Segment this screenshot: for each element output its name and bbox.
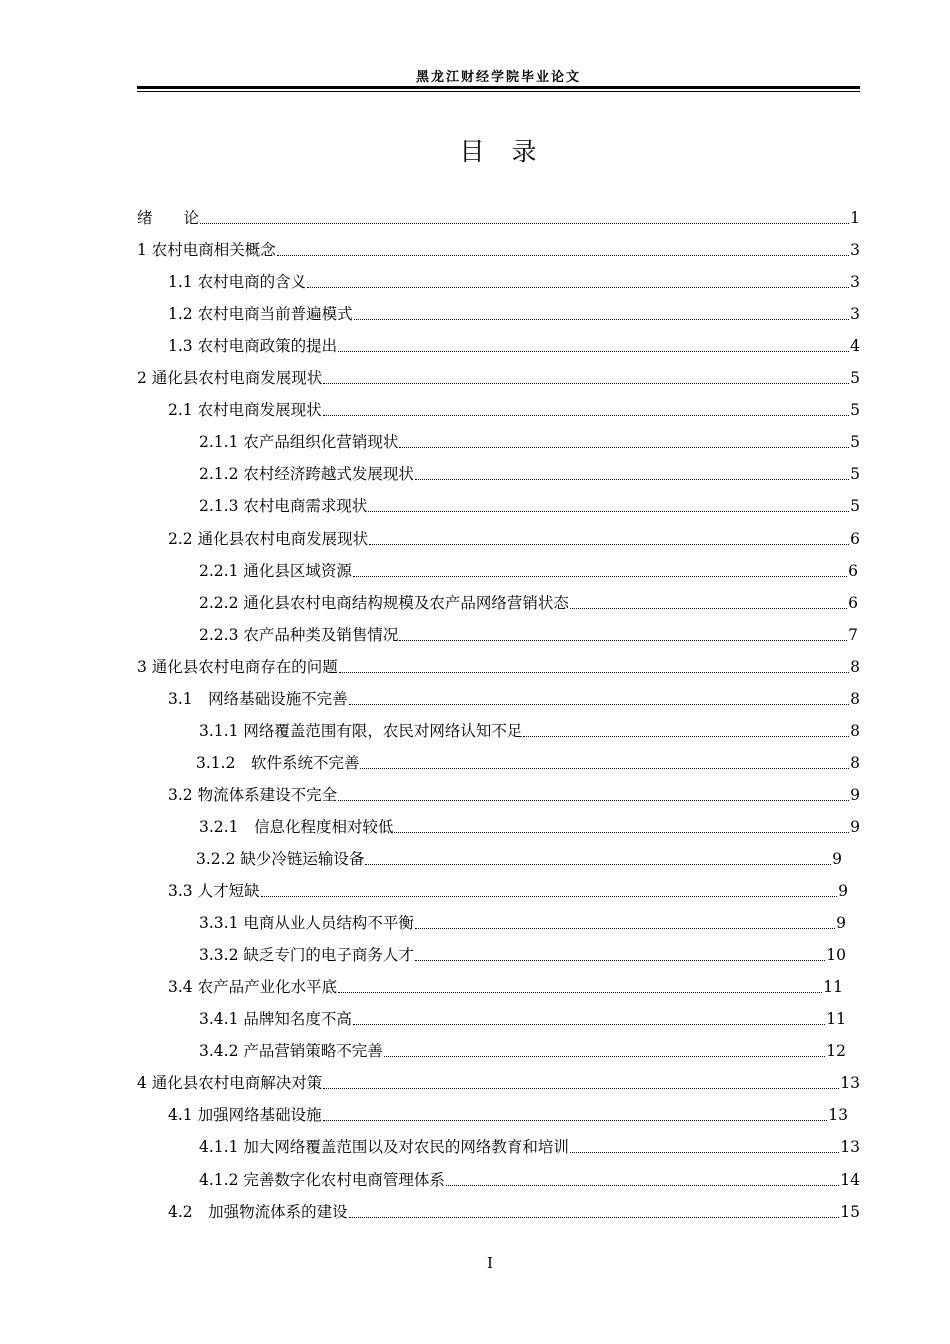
toc-entry-label: 4.1.1 加大网络覆盖范围以及对农民的网络教育和培训 — [199, 1138, 569, 1157]
toc-entry[interactable] — [199, 558, 858, 582]
toc-entry[interactable] — [137, 365, 860, 389]
toc-dot-leader — [415, 928, 835, 929]
toc-entry-label: 3.1 网络基础设施不完善 — [168, 689, 348, 708]
toc-entry-label: 3.2 物流体系建设不完全 — [168, 785, 338, 804]
toc-entry-label: 2.1.1 农产品组织化营销现状 — [199, 433, 399, 452]
toc-dot-leader — [338, 992, 822, 993]
toc-dot-leader — [360, 768, 849, 769]
toc-dot-leader — [307, 287, 849, 288]
toc-entry-page: 6 — [850, 529, 860, 548]
toc-entry-page: 1 — [850, 209, 860, 227]
toc-entry-page: 9 — [850, 785, 860, 804]
toc-entry-label: 2 通化县农村电商发展现状 — [137, 369, 323, 388]
toc-dot-leader — [368, 511, 849, 512]
toc-entry-label: 3.1.2 软件系统不完善 — [196, 753, 360, 772]
toc-entry[interactable] — [199, 493, 860, 517]
toc-dot-leader — [338, 351, 849, 352]
toc-entry[interactable] — [168, 686, 860, 710]
toc-entry-label: 4.1 加强网络基础设施 — [168, 1106, 322, 1125]
toc-entry[interactable] — [168, 397, 860, 421]
toc-dot-leader — [365, 864, 831, 865]
toc-entry-label: 绪 论 — [137, 209, 200, 227]
toc-dot-leader — [323, 1120, 828, 1121]
toc-entry-page: 6 — [848, 593, 858, 612]
toc-dot-leader — [415, 479, 849, 480]
page-title: 目 录 — [459, 137, 538, 166]
toc-entry-label: 3 通化县农村电商存在的问题 — [137, 657, 338, 676]
toc-entry-page: 6 — [848, 561, 858, 580]
toc-dot-leader — [415, 960, 825, 961]
toc-entry-page: 15 — [840, 1202, 860, 1221]
toc-entry-label: 2.2.2 通化县农村电商结构规模及农产品网络营销状态 — [199, 593, 569, 612]
toc-entry-label: 3.2.2 缺少冷链运输设备 — [196, 850, 365, 868]
toc-entry-page: 4 — [850, 337, 860, 356]
toc-entry-page: 14 — [840, 1170, 860, 1189]
toc-entry[interactable] — [168, 782, 860, 806]
toc-entry-page: 9 — [838, 882, 848, 901]
toc-entry-label: 3.3.1 电商从业人员结构不平衡 — [199, 914, 414, 933]
toc-entry[interactable] — [196, 750, 860, 774]
toc-entry-page: 3 — [850, 241, 860, 260]
toc-dot-leader — [339, 672, 849, 673]
toc-entry-page: 11 — [823, 978, 843, 997]
toc-entry-label: 3.4.2 产品营销策略不完善 — [199, 1042, 383, 1061]
header-rule-thin — [137, 91, 860, 92]
toc-dot-leader — [369, 544, 849, 545]
toc-dot-leader — [353, 1024, 825, 1025]
toc-entry-page: 13 — [840, 1138, 860, 1157]
toc-dot-leader — [399, 640, 847, 641]
toc-entry[interactable] — [168, 878, 848, 902]
toc-entry-label: 2.2.3 农产品种类及销售情况 — [199, 625, 399, 644]
toc-entry[interactable] — [199, 1038, 846, 1062]
toc-dot-leader — [570, 608, 847, 609]
toc-entry[interactable] — [137, 205, 860, 229]
toc-entry-label: 2.1.2 农村经济跨越式发展现状 — [199, 465, 414, 484]
toc-entry-label: 3.2.1 信息化程度相对较低 — [199, 817, 394, 836]
toc-entry-label: 3.3.2 缺乏专门的电子商务人才 — [199, 946, 414, 965]
toc-entry[interactable] — [168, 301, 860, 325]
header-title: 黑龙江财经学院毕业论文 — [415, 70, 581, 85]
toc-entry[interactable] — [168, 333, 860, 357]
toc-entry-page: 5 — [850, 465, 860, 484]
toc-dot-leader — [354, 319, 850, 320]
toc-dot-leader — [323, 1088, 839, 1089]
toc-dot-leader — [338, 800, 849, 801]
toc-entry-page: 3 — [850, 305, 860, 324]
toc-entry-page: 13 — [828, 1106, 848, 1125]
toc-entry-label: 3.3 人才短缺 — [168, 882, 260, 901]
toc-entry-label: 3.1.1 网络覆盖范围有限，农民对网络认知不足 — [199, 721, 523, 740]
toc-entry[interactable] — [199, 1167, 860, 1191]
toc-dot-leader — [349, 1217, 840, 1218]
toc-dot-leader — [399, 447, 849, 448]
toc-entry-label: 1.1 农村电商的含义 — [168, 273, 307, 292]
toc-dot-leader — [570, 1152, 839, 1153]
toc-entry[interactable] — [199, 622, 858, 646]
toc-entry[interactable] — [137, 654, 860, 678]
toc-dot-leader — [349, 704, 849, 705]
toc-entry-page: 9 — [832, 850, 842, 868]
toc-entry-page: 3 — [850, 273, 860, 292]
toc-dot-leader — [394, 832, 849, 833]
toc-entry-page: 7 — [848, 625, 858, 644]
toc-entry[interactable] — [199, 1006, 846, 1030]
toc-entry-page: 10 — [826, 946, 846, 965]
toc-entry-label: 4 通化县农村电商解决对策 — [137, 1074, 323, 1093]
toc-entry[interactable] — [199, 942, 846, 966]
toc-entry[interactable] — [199, 910, 846, 934]
toc-dot-leader — [446, 1185, 839, 1186]
toc-dot-leader — [384, 1056, 825, 1057]
toc-entry-label: 4.2 加强物流体系的建设 — [168, 1202, 348, 1221]
toc-dot-leader — [523, 736, 849, 737]
toc-entry-label: 2.1 农村电商发展现状 — [168, 401, 322, 420]
toc-dot-leader — [261, 896, 838, 897]
toc-entry-label: 2.2.1 通化县区域资源 — [199, 561, 352, 580]
toc-entry[interactable] — [137, 237, 860, 261]
toc-entry-label: 1.2 农村电商当前普遍模式 — [168, 305, 353, 324]
toc-entry-page: 11 — [826, 1010, 846, 1029]
toc-entry-page: 8 — [850, 657, 860, 676]
header-rule-thick — [137, 86, 860, 89]
toc-entry-label: 1 农村电商相关概念 — [137, 241, 276, 260]
toc-entry-label: 3.4 农产品产业化水平底 — [168, 978, 338, 997]
toc-entry[interactable] — [168, 974, 843, 998]
toc-dot-leader — [323, 415, 850, 416]
toc-entry-page: 5 — [850, 497, 860, 516]
toc-entry[interactable] — [168, 1102, 848, 1126]
page-number: I — [487, 1254, 493, 1272]
toc-entry-label: 2.2 通化县农村电商发展现状 — [168, 529, 369, 548]
toc-entry[interactable] — [168, 269, 860, 293]
toc-entry-page: 5 — [850, 433, 860, 452]
toc-entry-page: 5 — [850, 369, 860, 388]
toc-entry-page: 12 — [826, 1042, 846, 1061]
toc-entry-page: 8 — [850, 689, 860, 708]
toc-entry-page: 9 — [836, 914, 846, 933]
toc-entry-page: 9 — [850, 817, 860, 836]
toc-entry[interactable] — [199, 461, 860, 485]
toc-entry[interactable] — [168, 1199, 860, 1223]
toc-entry[interactable] — [199, 1134, 860, 1158]
toc-entry[interactable] — [168, 526, 860, 550]
toc-entry[interactable] — [199, 590, 858, 614]
toc-entry-label: 3.4.1 品牌知名度不高 — [199, 1010, 352, 1029]
toc-dot-leader — [200, 223, 849, 224]
toc-dot-leader — [353, 576, 847, 577]
toc-entry-label: 2.1.3 农村电商需求现状 — [199, 497, 368, 516]
toc-entry[interactable] — [137, 1070, 860, 1094]
toc-entry-label: 4.1.2 完善数字化农村电商管理体系 — [199, 1170, 445, 1189]
toc-dot-leader — [323, 383, 849, 384]
toc-entry[interactable] — [199, 718, 860, 742]
toc-entry-page: 8 — [850, 721, 860, 740]
toc-entry-page: 5 — [850, 401, 860, 420]
toc-dot-leader — [277, 255, 849, 256]
toc-entry-label: 1.3 农村电商政策的提出 — [168, 337, 338, 356]
toc-entry[interactable] — [199, 814, 860, 838]
toc-entry-page: 8 — [850, 753, 860, 772]
toc-entry[interactable] — [196, 846, 842, 870]
toc-entry-page: 13 — [840, 1074, 860, 1093]
toc-entry[interactable] — [199, 429, 860, 453]
